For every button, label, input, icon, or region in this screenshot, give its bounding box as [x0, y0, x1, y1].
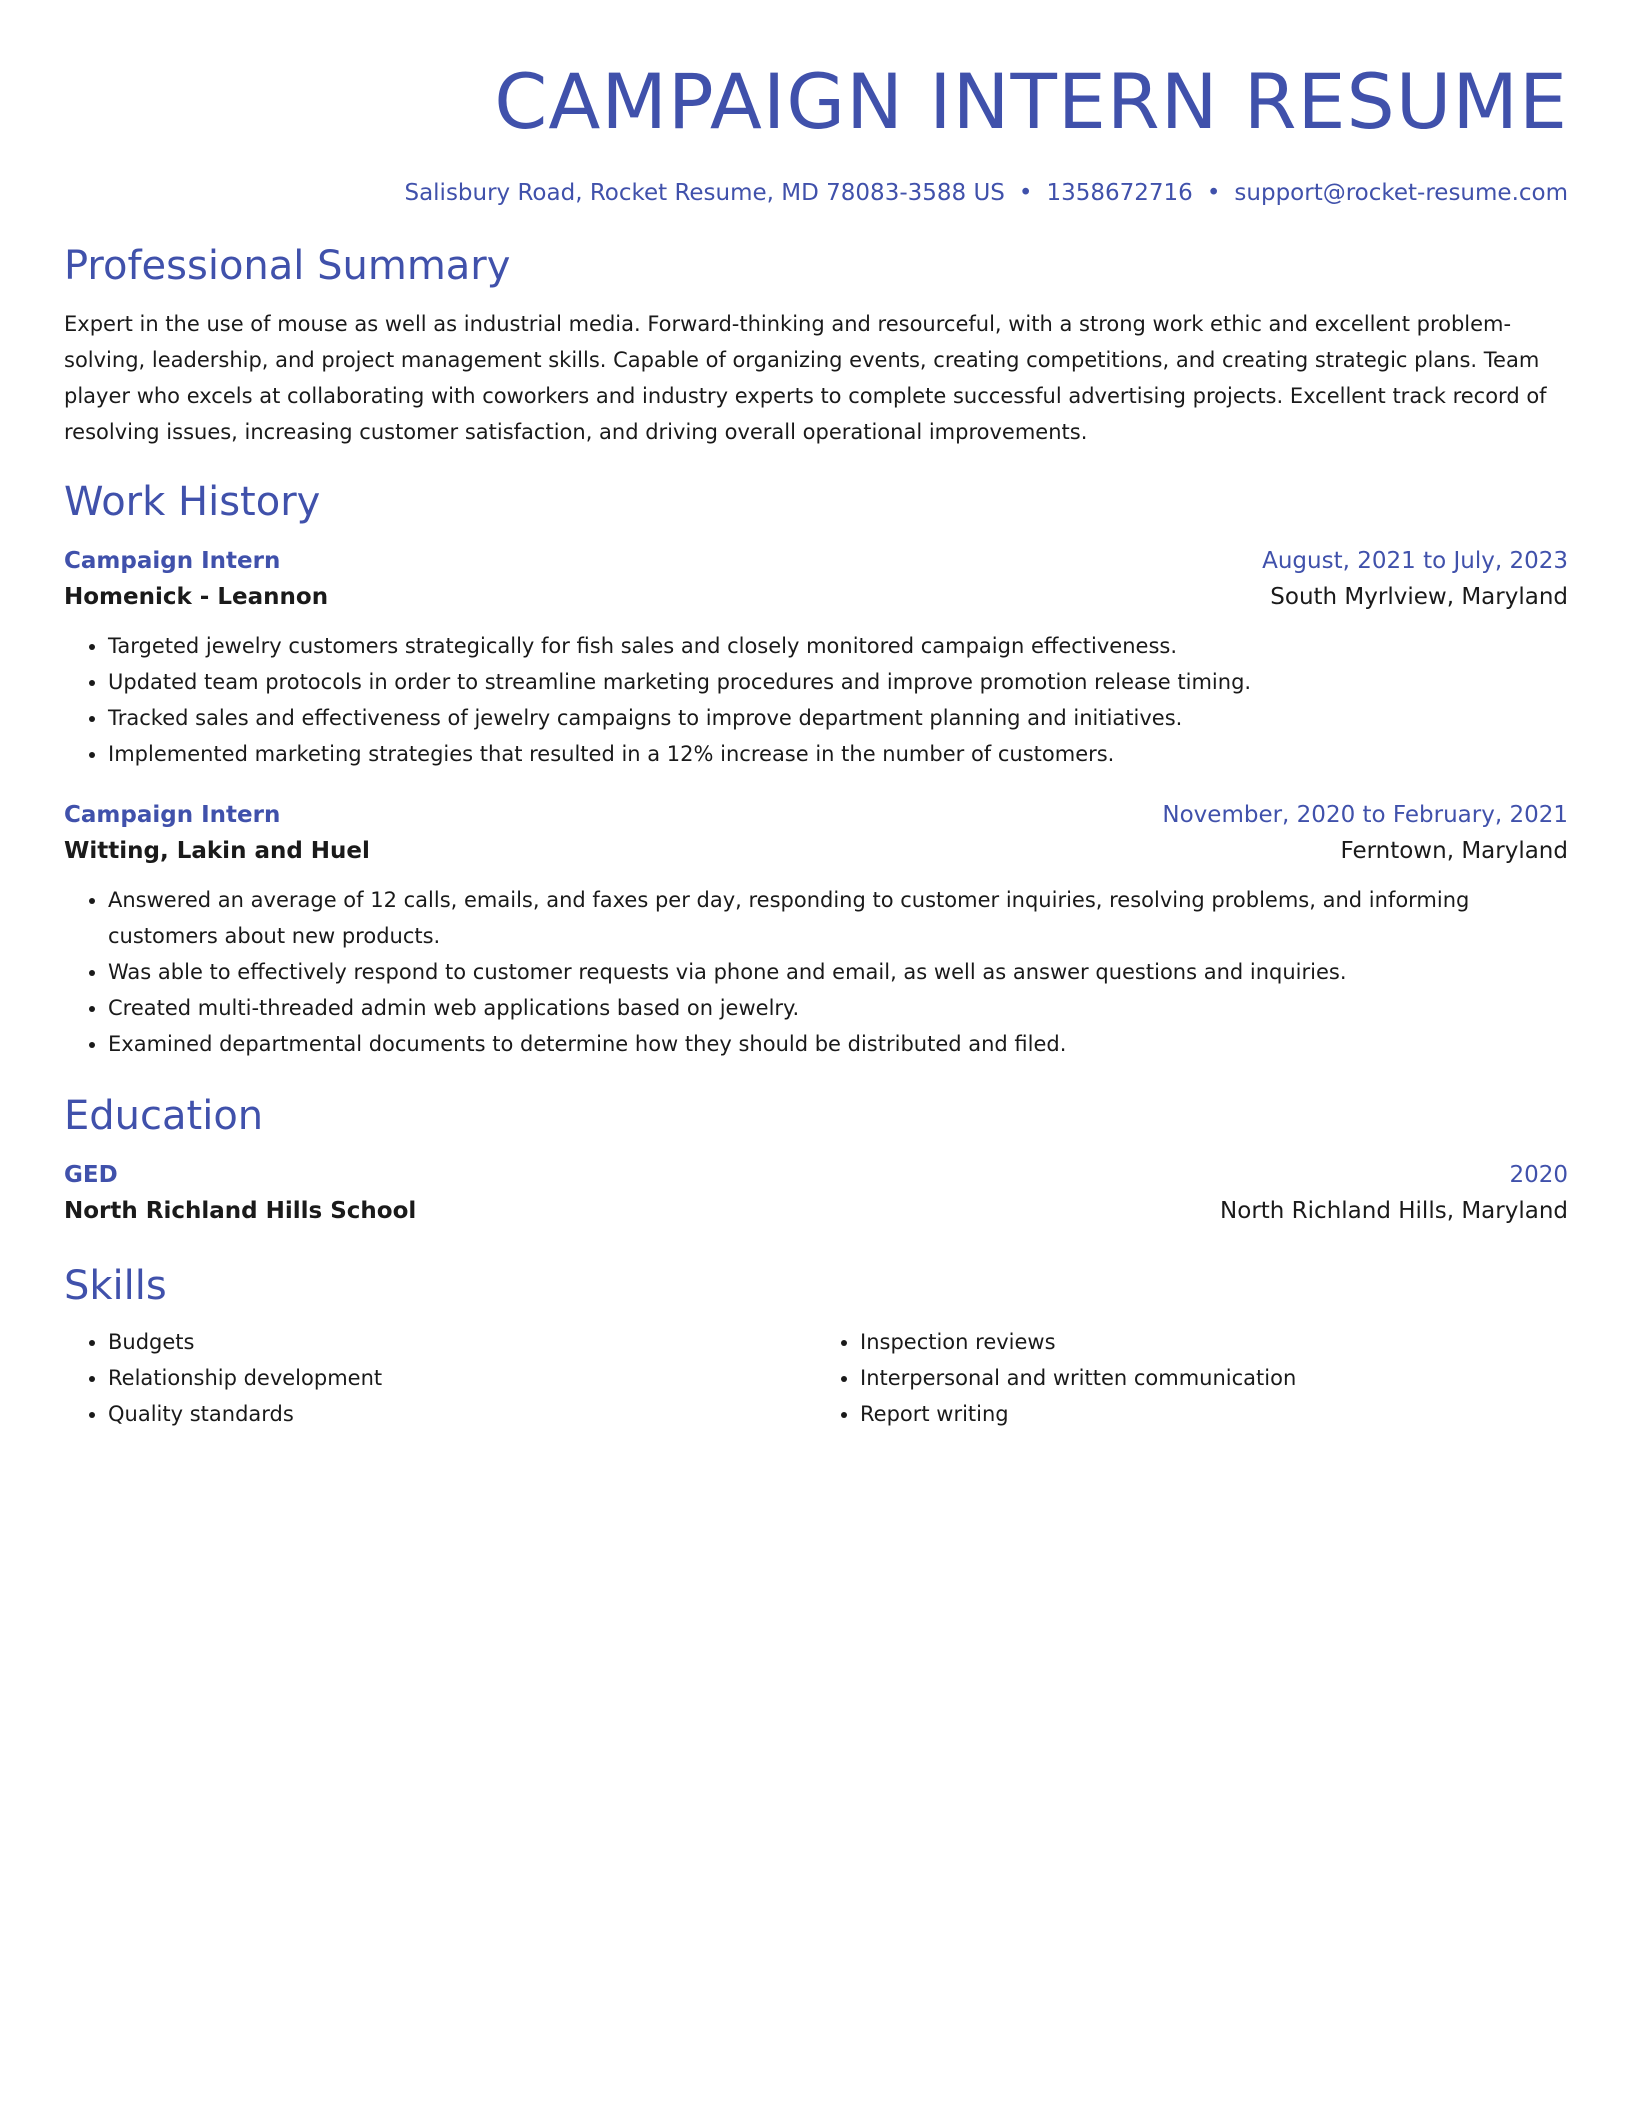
job-title: Campaign Intern [64, 548, 281, 574]
contact-separator: • [1206, 180, 1221, 206]
job-location: Ferntown, Maryland [1340, 838, 1568, 864]
contact-phone: 1358672716 [1046, 180, 1193, 206]
job-bullet: • Examined departmental documents to determine how they should be distributed and filed. [108, 1026, 1568, 1062]
summary-heading: Professional Summary [64, 243, 511, 289]
job-dates: August, 2021 to July, 2023 [1262, 548, 1568, 574]
skills-heading: Skills [64, 1263, 167, 1309]
job-bullet: • Updated team protocols in order to streamline marketing procedures and improve promotion release timing. [108, 664, 1568, 700]
contact-address: Salisbury Road, Rocket Resume, MD 78083-3588 US [404, 180, 1005, 206]
job-location: South Myrlview, Maryland [1270, 584, 1568, 610]
education-location: North Richland Hills, Maryland [1220, 1198, 1568, 1224]
job-company: Homenick - Leannon [64, 584, 329, 610]
skills-column-left [64, 1324, 816, 1432]
job-bullets [64, 628, 1568, 772]
education-degree: GED [64, 1162, 118, 1188]
skill-item: • Report writing [860, 1396, 1568, 1432]
skill-item: • Interpersonal and written communication [860, 1360, 1568, 1396]
job-bullet: • Targeted jewelry customers strategically for fish sales and closely monitored campaign effectiveness. [108, 628, 1568, 664]
skill-item: • Quality standards [108, 1396, 816, 1432]
education-school: North Richland Hills School [64, 1198, 417, 1224]
job-entry [64, 544, 1568, 772]
education-heading: Education [64, 1093, 264, 1139]
skill-item: • Relationship development [108, 1360, 816, 1396]
job-bullet: • Implemented marketing strategies that resulted in a 12% increase in the number of customers. [108, 736, 1568, 772]
job-bullet: • Created multi-threaded admin web applications based on jewelry. [108, 990, 1568, 1026]
skill-item: • Budgets [108, 1324, 816, 1360]
job-bullet: • Answered an average of 12 calls, emails, and faxes per day, responding to customer inquiries, resolving problems, and informing customers about new products. [108, 882, 1568, 954]
job-title: Campaign Intern [64, 802, 281, 828]
job-entry [64, 798, 1568, 1062]
contact-separator: • [1018, 180, 1033, 206]
job-company: Witting, Lakin and Huel [64, 838, 370, 864]
contact-line [64, 178, 1568, 208]
education-year: 2020 [1509, 1162, 1568, 1188]
skills-column-right [816, 1324, 1568, 1432]
education-entry [64, 1158, 1568, 1230]
job-dates: November, 2020 to February, 2021 [1162, 802, 1568, 828]
contact-email: support@rocket-resume.com [1234, 180, 1568, 206]
job-bullet: • Tracked sales and effectiveness of jewelry campaigns to improve department planning and initiatives. [108, 700, 1568, 736]
job-bullet: • Was able to effectively respond to customer requests via phone and email, as well as answer questions and inquiries. [108, 954, 1568, 990]
job-bullets [64, 882, 1568, 1062]
summary-text: Expert in the use of mouse as well as industrial media. Forward-thinking and resourceful, with a strong work ethic and excellent problem-solving, leadership, and project management skills. Capable of organizing events, creating competitions, and creating strategic plans. Team player who excels at collaborating with coworkers and industry experts to complete successful advertising projects. Excellent track record of resolving issues, increasing customer satisfaction, and driving overall operational improvements. [64, 312, 1547, 444]
skills-list [64, 1324, 1568, 1432]
skill-item: • Inspection reviews [860, 1324, 1568, 1360]
work-history-heading: Work History [64, 479, 321, 525]
resume-title: CAMPAIGN INTERN RESUME [494, 57, 1568, 146]
